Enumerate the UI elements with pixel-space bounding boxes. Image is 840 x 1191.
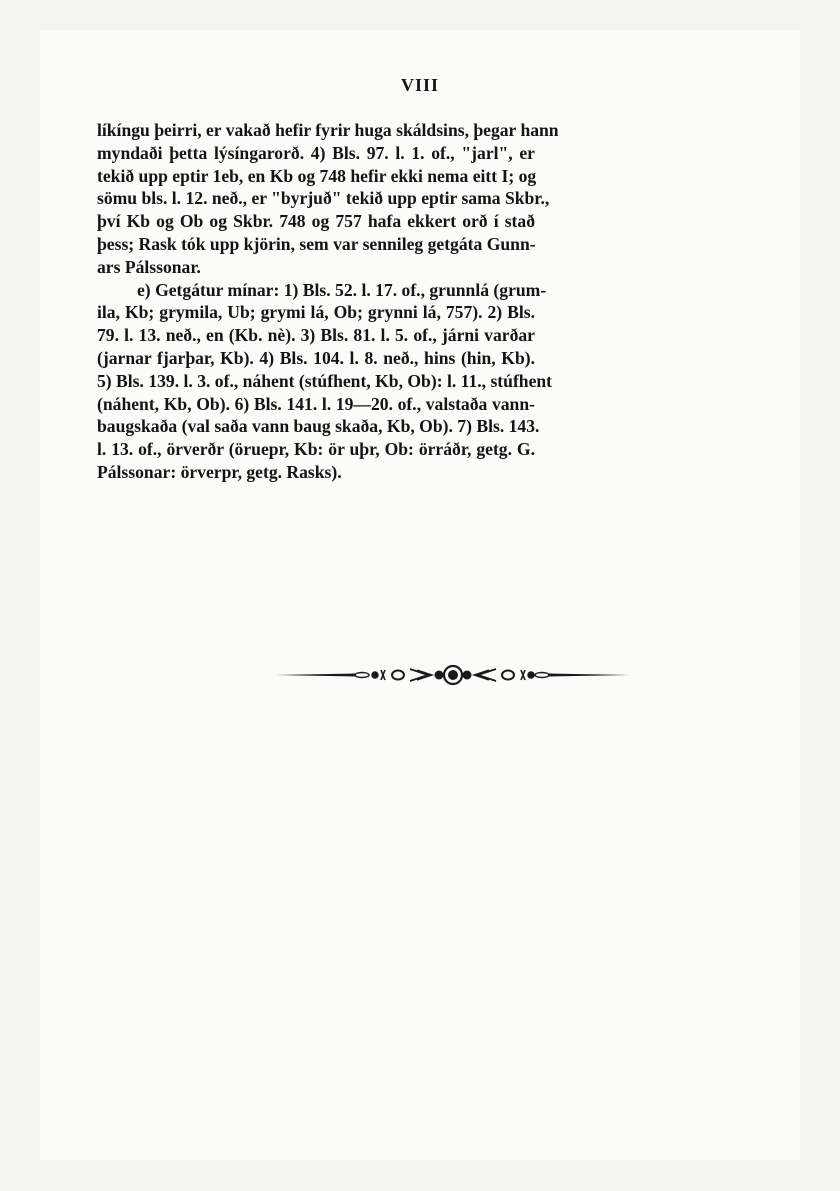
text-line: Pálssonar: örverpr, getg. Rasks). [97,461,342,482]
text-line: líkíngu þeirri, er vakað hefir fyrir huga skáldsins, þegar hann [97,120,559,140]
text-line: þess; Rask tók upp kjörin, sem var sennileg getgáta Gunn- [97,233,536,254]
text-line: 5) Bls. 139. l. 3. of., náhent (stúfhent, Kb, Ob): l. 11., stúfhent [97,370,553,391]
text-line: e) Getgátur mínar: 1) Bls. 52. l. 17. of., grunnlá (grum- [137,279,547,300]
text-line: baugskaða (val saða vann baug skaða, Kb, Ob). 7) Bls. 143. [97,416,540,437]
text-body [97,119,559,484]
paragraph-1 [97,119,559,279]
text-line: tekið upp eptir 1eb, en Kb og 748 hefir ekki nema eitt I; og [97,165,537,186]
page-number: VIII [400,75,439,95]
text-line: sömu bls. l. 12. neð., er "byrjuð" tekið upp eptir sama Skbr., [97,188,550,209]
text-line: ila, Kb; grymila, Ub; grymi lá, Ob; grynni lá, 757). 2) Bls. [97,302,535,323]
paragraph-2 [97,279,553,484]
text-line: 79. l. 13. neð., en (Kb. nè). 3) Bls. 81. l. 5. of., járni varðar [97,325,535,346]
book-page [40,30,800,1160]
text-line: myndaði þetta lýsíngarorð. 4) Bls. 97. l. 1. of., "jarl", er [97,142,535,163]
text-line: (náhent, Kb, Ob). 6) Bls. 141. l. 19—20. of., valstaða vann- [97,393,535,414]
text-line: l. 13. of., örverðr (öruepr, Kb: ör uþr, Ob: örráðr, getg. G. [97,439,535,460]
text-line: því Kb og Ob og Skbr. 748 og 757 hafa ekkert orð í stað [97,211,535,232]
text-line: (jarnar fjarþar, Kb). 4) Bls. 104. l. 8. neð., hins (hin, Kb). [97,347,535,368]
text-line: ars Pálssonar. [97,256,201,277]
decorative-rule-icon [276,660,630,690]
